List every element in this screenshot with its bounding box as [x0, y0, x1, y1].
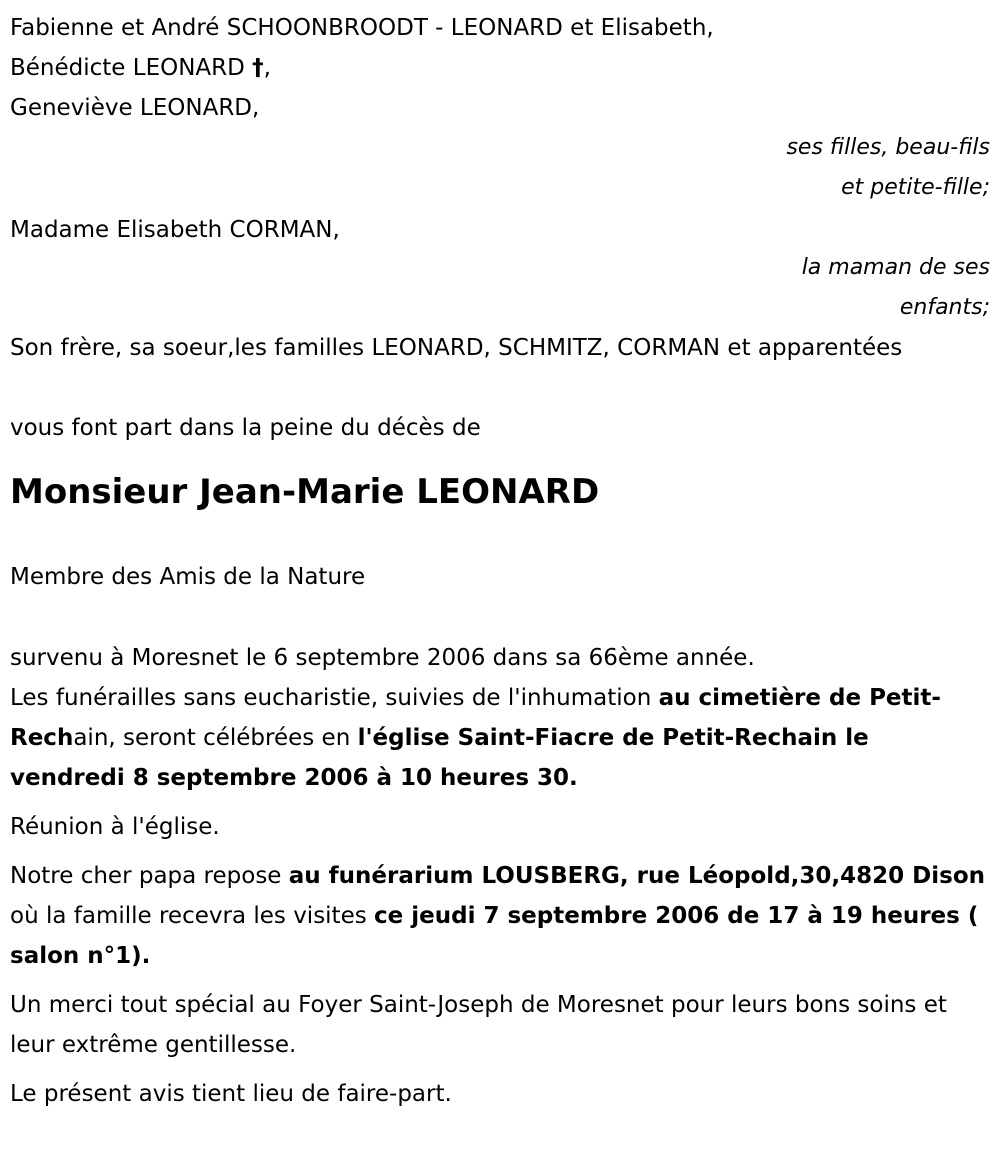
death-details: survenu à Moresnet le 6 septembre 2006 dans sa 66ème année. — [10, 645, 755, 671]
funeral-home-paragraph — [10, 856, 990, 976]
family-line-2 — [10, 48, 990, 88]
visit-date: ce jeudi 7 septembre 2006 de 17 à 19 heures ( salon n°1). — [10, 903, 979, 969]
funeral-text-c: ain, seront célébrées en — [73, 725, 358, 751]
deceased-name: Monsieur Jean-Marie LEONARD — [10, 472, 600, 512]
role-mother-line-1: la maman de ses — [801, 255, 990, 280]
funeral-home-text-c: où la famille recevra les visites — [10, 903, 375, 929]
role-mother-line-2: enfants; — [899, 295, 990, 320]
family-line-4: Madame Elisabeth CORMAN, — [10, 217, 340, 243]
funeral-home-text-a: Notre cher papa repose — [10, 863, 289, 889]
membership-text: Membre des Amis de la Nature — [10, 564, 366, 590]
funeral-text-a: Les funérailles sans eucharistie, suivies de l'inhumation — [10, 685, 659, 711]
family-line-2-comma: , — [263, 55, 271, 81]
family-line-2-name: Bénédicte LEONARD — [10, 55, 253, 81]
funeral-home-address: au funérarium LOUSBERG, rue Léopold,30,4820 Dison — [288, 863, 985, 889]
notice-paragraph: Le présent avis tient lieu de faire-part. — [10, 1081, 452, 1107]
funeral-church-date: l'église Saint-Fiacre de Petit-Rechain le vendredi 8 septembre 2006 à 10 heures 30. — [10, 725, 869, 791]
role-daughters-line-1: ses filles, beau-fils — [786, 135, 990, 160]
funeral-cemetery: au cimetière de Petit-Rech — [10, 685, 941, 751]
family-siblings: Son frère, sa soeur,les familles LEONARD, SCHMITZ, CORMAN et apparentées — [10, 335, 903, 361]
cross-icon: † — [252, 55, 264, 81]
funeral-paragraph — [10, 678, 990, 798]
family-line-3: Geneviève LEONARD, — [10, 95, 260, 121]
role-daughters-line-2: et petite-fille; — [841, 175, 990, 200]
spacer — [10, 368, 990, 408]
meeting-paragraph: Réunion à l'église. — [10, 814, 220, 840]
intro-text: vous font part dans la peine du décès de — [10, 415, 481, 441]
family-line-1: Fabienne et André SCHOONBROODT - LEONARD et Elisabeth, — [10, 15, 714, 41]
thanks-paragraph: Un merci tout spécial au Foyer Saint-Joseph de Moresnet pour leurs bons soins et leur extrême gentillesse. — [10, 992, 947, 1058]
